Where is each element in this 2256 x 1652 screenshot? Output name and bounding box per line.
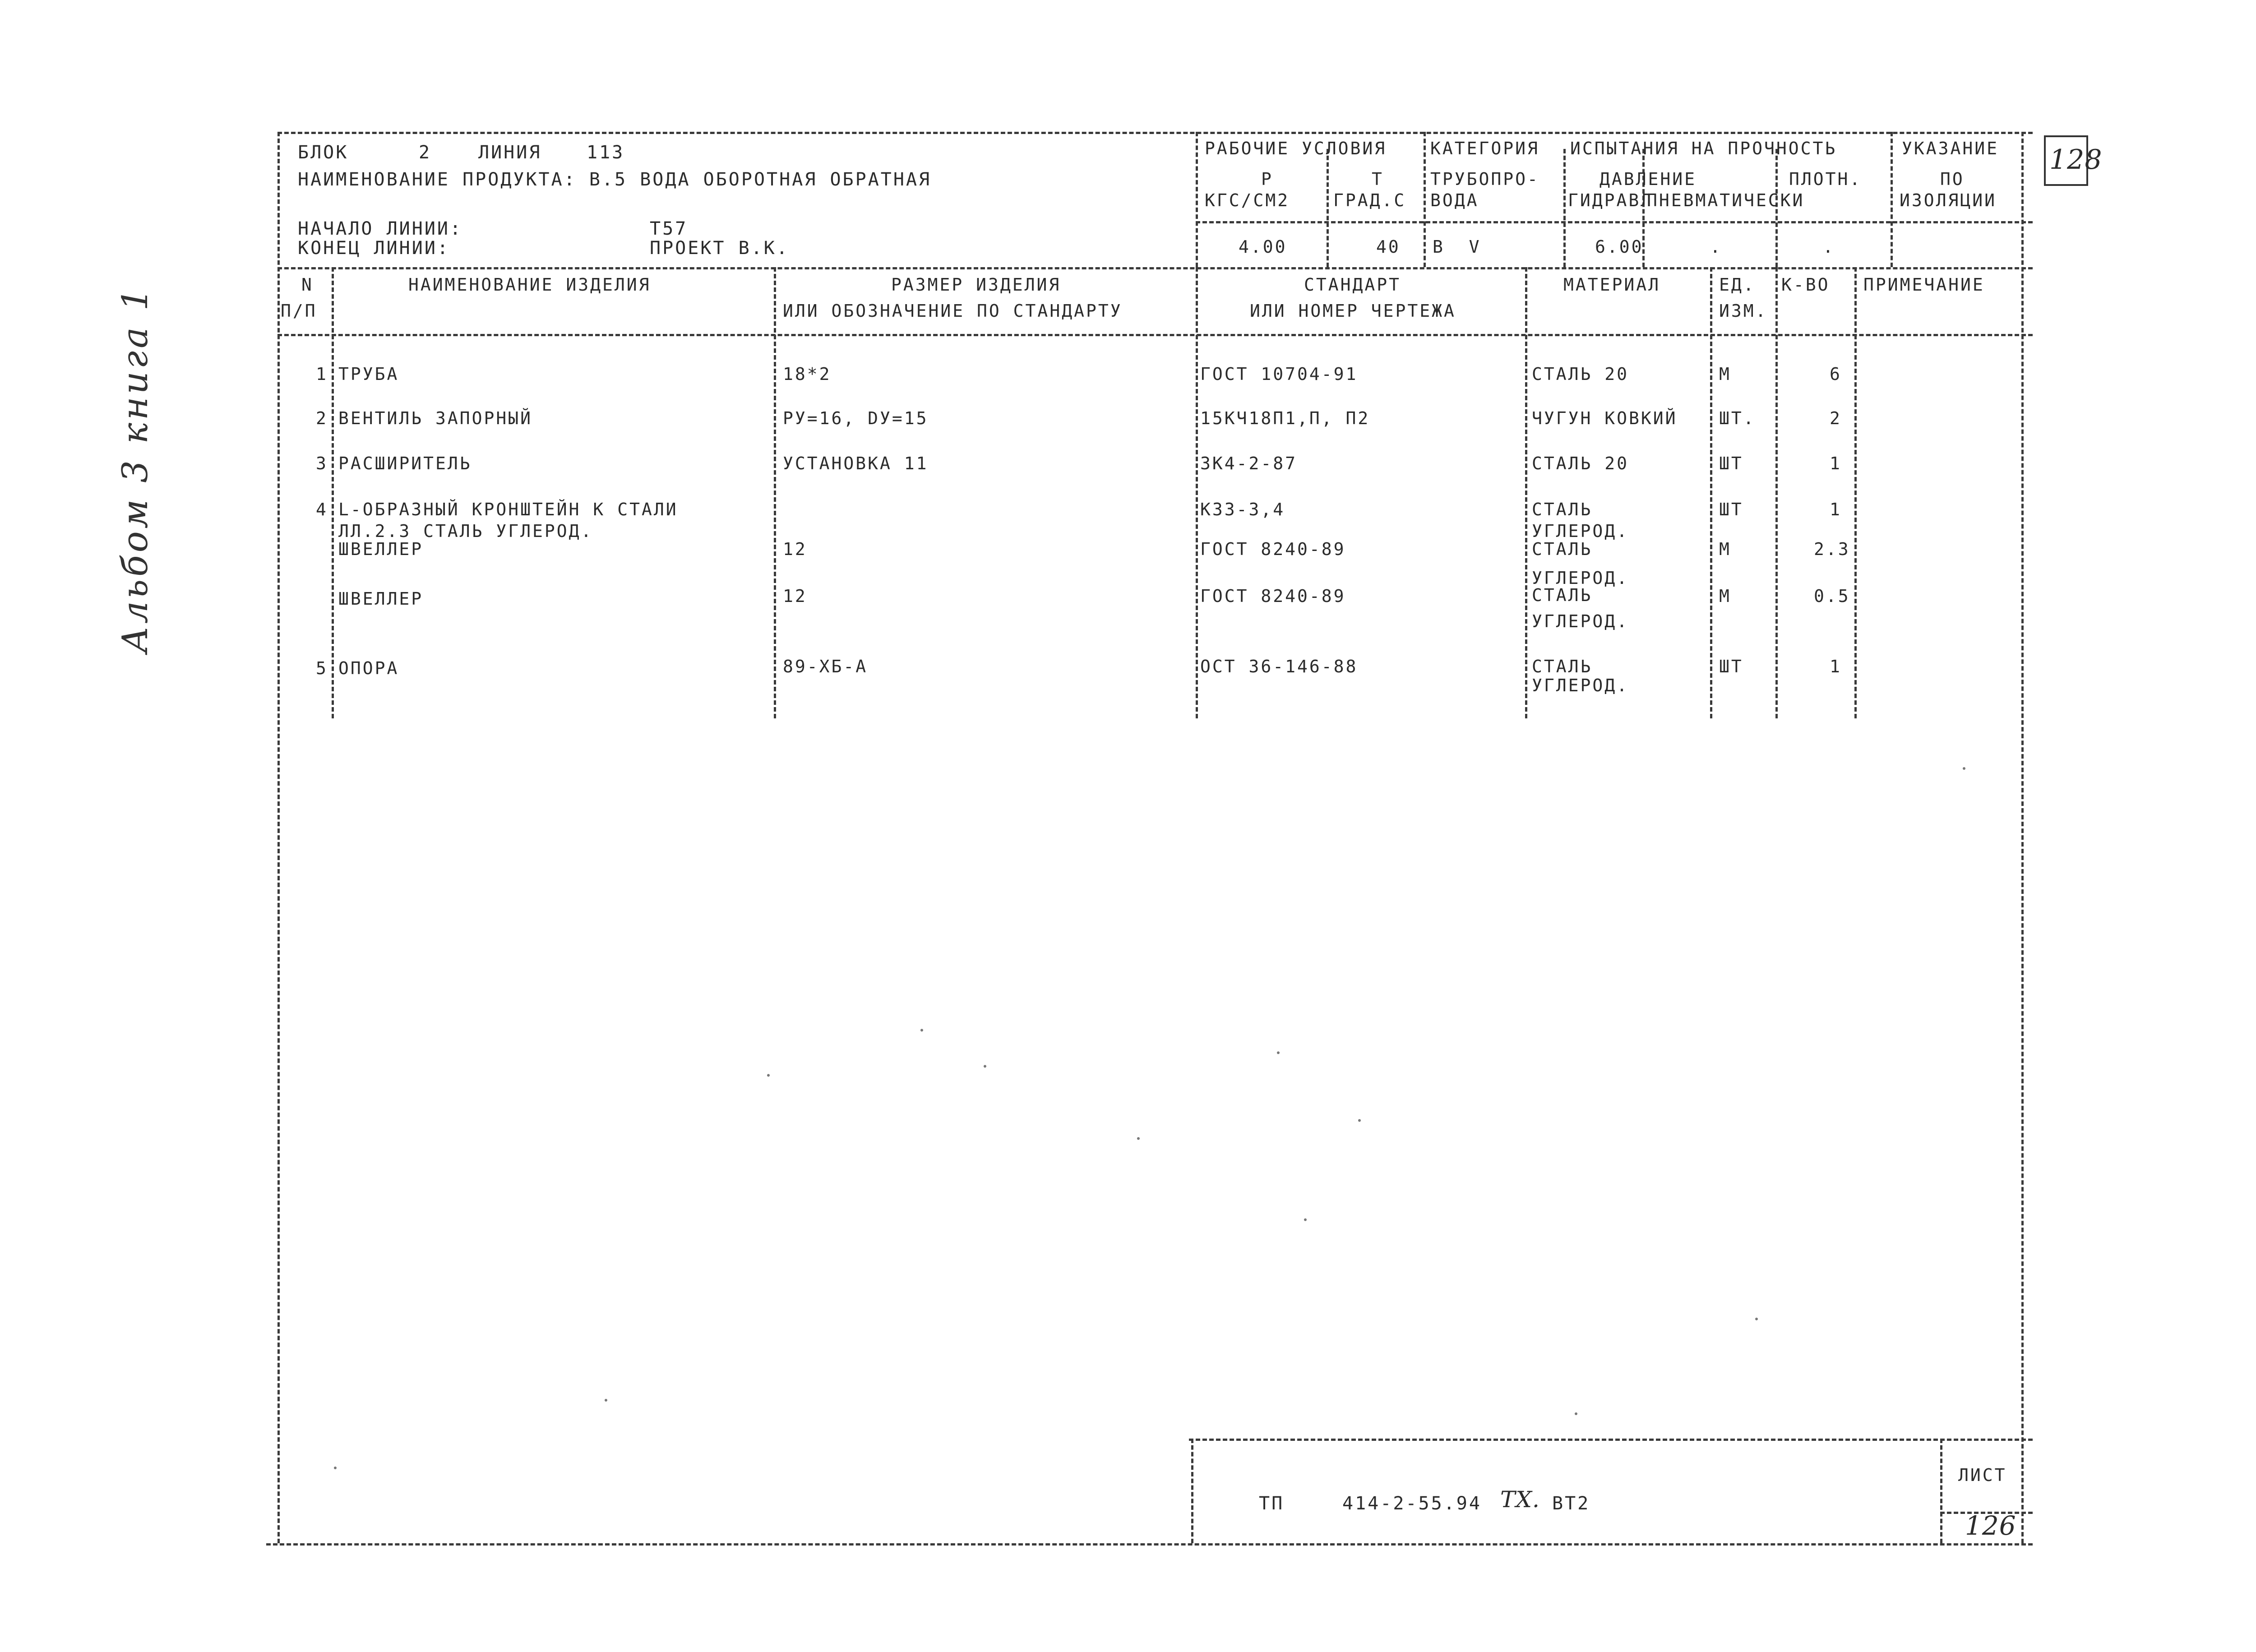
stamp-code-tail: ВТ2 xyxy=(1552,1493,1590,1514)
row-number: 4 xyxy=(316,500,328,519)
stamp-code-suffix: ТХ. xyxy=(1500,1486,1540,1513)
item-standard: ОСТ 36-146-88 xyxy=(1200,657,1358,676)
item-material-continued-2: УГЛЕРОД. xyxy=(1532,611,1629,631)
line-start-value: Т57 xyxy=(650,218,688,239)
item-unit: М xyxy=(1719,586,1731,606)
album-spine-label: Альбом 3 книга 1 xyxy=(115,285,156,653)
item-name: ТРУБА xyxy=(338,364,399,384)
pressure-unit: КГС/СМ2 xyxy=(1205,190,1290,210)
item-material-continued: СТАЛЬ xyxy=(1532,585,1593,605)
item-unit: М xyxy=(1719,364,1731,384)
item-unit: ШТ xyxy=(1719,453,1743,473)
item-name: РАСШИРИТЕЛЬ xyxy=(338,453,472,473)
col-number: N xyxy=(301,275,314,295)
item-quantity: 0.5 xyxy=(1814,586,1850,606)
item-material-continued: УГЛЕРОД. xyxy=(1532,676,1629,695)
temperature-symbol: Т xyxy=(1372,169,1384,189)
item-size: 89-ХБ-А xyxy=(783,657,868,676)
item-quantity: 2.3 xyxy=(1814,539,1850,559)
category-title: КАТЕГОРИЯ xyxy=(1430,139,1539,158)
col-unit: ЕД. xyxy=(1719,275,1756,295)
category-subtitle: ТРУБОПРО- xyxy=(1430,169,1539,189)
line-value: 113 xyxy=(587,142,625,163)
item-size: УСТАНОВКА 11 xyxy=(783,453,929,473)
pneumatic-label: ПНЕВМАТИЧЕСКИ xyxy=(1647,190,1805,210)
col-quantity: К-ВО xyxy=(1781,275,1830,295)
row-number: 1 xyxy=(316,364,328,384)
item-material: УГЛЕРОД. xyxy=(1532,568,1629,588)
insulation-subtitle: ПО xyxy=(1940,169,1965,189)
item-material: СТАЛЬ 20 xyxy=(1532,453,1629,473)
item-quantity: 1 xyxy=(1830,453,1842,473)
item-size: 18*2 xyxy=(783,364,832,384)
working-conditions-title: РАБОЧИЕ УСЛОВИЯ xyxy=(1205,139,1387,158)
item-standard: 3К4-2-87 xyxy=(1200,453,1298,473)
item-quantity: 2 xyxy=(1830,408,1842,428)
sheet-number-box-value: 128 xyxy=(2049,144,2103,176)
item-name: L-ОБРАЗНЫЙ КРОНШТЕЙН К СТАЛИ xyxy=(338,500,678,519)
col-item-size-2: ИЛИ ОБОЗНАЧЕНИЕ ПО СТАНДАРТУ xyxy=(783,301,1123,321)
item-quantity: 6 xyxy=(1830,364,1842,384)
item-size: РУ=16, DУ=15 xyxy=(783,408,929,428)
item-quantity: 1 xyxy=(1830,657,1842,676)
item-material-continued: УГЛЕРОД. xyxy=(1532,521,1629,541)
col-number-2: П/П xyxy=(281,301,317,321)
test-pressure-label: ДАВЛЕНИЕ xyxy=(1600,169,1697,189)
item-name: ШВЕЛЛЕР xyxy=(338,539,424,559)
item-material: СТАЛЬ xyxy=(1532,500,1593,519)
item-unit: ШТ. xyxy=(1719,408,1756,428)
col-item-name: НАИМЕНОВАНИЕ ИЗДЕЛИЯ xyxy=(408,275,651,295)
pressure-value: 4.00 xyxy=(1239,237,1287,257)
stamp-tp: ТП xyxy=(1259,1493,1285,1514)
density-label: ПЛОТН. xyxy=(1789,169,1862,189)
item-standard: К33-3,4 xyxy=(1200,500,1285,519)
temperature-value: 40 xyxy=(1376,237,1401,257)
pneumatic-value: . xyxy=(1710,237,1722,257)
col-standard-2: ИЛИ НОМЕР ЧЕРТЕЖА xyxy=(1250,301,1456,321)
item-standard: ГОСТ 10704-91 xyxy=(1200,364,1358,384)
col-note: ПРИМЕЧАНИЕ xyxy=(1863,275,1985,295)
item-size: 12 xyxy=(783,539,807,559)
row-number: 3 xyxy=(316,453,328,473)
block-value: 2 xyxy=(419,142,432,163)
line-end-label: КОНЕЦ ЛИНИИ: xyxy=(298,238,450,259)
item-standard: 15КЧ18П1,П, П2 xyxy=(1200,408,1370,428)
stamp-sheet-number: 126 xyxy=(1965,1510,2016,1541)
stamp-document-code: 414-2-55.94 xyxy=(1342,1493,1482,1514)
category-value: В V xyxy=(1433,237,1481,257)
col-item-size: РАЗМЕР ИЗДЕЛИЯ xyxy=(891,275,1061,295)
item-size: 12 xyxy=(783,586,807,606)
line-start-label: НАЧАЛО ЛИНИИ: xyxy=(298,218,463,239)
col-unit-2: ИЗМ. xyxy=(1719,301,1768,321)
item-material: СТАЛЬ xyxy=(1532,657,1593,676)
item-name-continued: ЛЛ.2.3 СТАЛЬ УГЛЕРОД. xyxy=(338,521,593,541)
item-name: ШВЕЛЛЕР xyxy=(338,589,424,609)
col-material: МАТЕРИАЛ xyxy=(1563,275,1661,295)
row-number: 2 xyxy=(316,408,328,428)
pressure-symbol: Р xyxy=(1261,169,1273,189)
item-unit: ШТ xyxy=(1719,500,1743,519)
line-label: ЛИНИЯ xyxy=(478,142,542,163)
density-value: . xyxy=(1823,237,1835,257)
strength-tests-title: ИСПЫТАНИЯ НА ПРОЧНОСТЬ xyxy=(1570,139,1837,158)
insulation-title: УКАЗАНИЕ xyxy=(1902,139,1999,158)
block-label: БЛОК xyxy=(298,142,349,163)
product-name: НАИМЕНОВАНИЕ ПРОДУКТА: В.5 ВОДА ОБОРОТНАЯ ОБРАТНАЯ xyxy=(298,169,932,190)
hydraulic-label: ГИДРАВЛ xyxy=(1568,190,1653,210)
stamp-sheet-label: ЛИСТ xyxy=(1958,1465,2007,1485)
temperature-unit: ГРАД.С xyxy=(1333,190,1406,210)
col-standard: СТАНДАРТ xyxy=(1304,275,1401,295)
item-name: ОПОРА xyxy=(338,658,399,678)
item-unit: ШТ xyxy=(1719,657,1743,676)
item-material: СТАЛЬ xyxy=(1532,539,1593,559)
item-name: ВЕНТИЛЬ ЗАПОРНЫЙ xyxy=(338,408,533,428)
line-end-value: ПРОЕКТ В.К. xyxy=(650,238,789,259)
sheet-number-box xyxy=(2044,135,2103,186)
category-subtitle-2: ВОДА xyxy=(1430,190,1479,210)
row-number: 5 xyxy=(316,658,328,678)
item-material: СТАЛЬ 20 xyxy=(1532,364,1629,384)
item-unit: М xyxy=(1719,539,1731,559)
item-standard: ГОСТ 8240-89 xyxy=(1200,539,1346,559)
item-standard: ГОСТ 8240-89 xyxy=(1200,586,1346,606)
item-material: ЧУГУН КОВКИЙ xyxy=(1532,408,1678,428)
insulation-subtitle-2: ИЗОЛЯЦИИ xyxy=(1900,190,1997,210)
item-quantity: 1 xyxy=(1830,500,1842,519)
hydraulic-pressure-value: 6.00 xyxy=(1595,237,1644,257)
